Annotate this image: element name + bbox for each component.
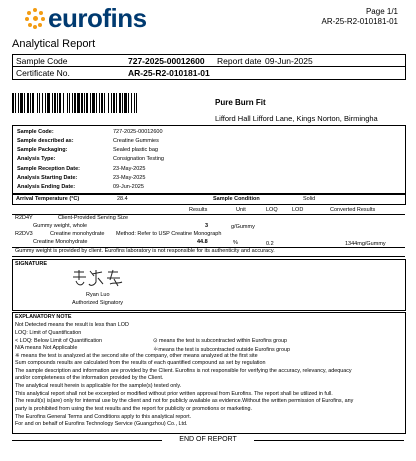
report-date-label: Report date xyxy=(217,56,262,66)
note-line: ＊means the test is subcontracted outside Eurofins group xyxy=(153,347,290,353)
test-description: Creatine monohydrate xyxy=(50,231,105,237)
page-number: Page 1/1 xyxy=(365,7,398,16)
test-method: Method: Refer to USP Creatine Monograph xyxy=(116,231,222,237)
sample-info-box xyxy=(12,125,406,194)
report-date-value: 09-Jun-2025 xyxy=(265,56,313,66)
test-description: Client-Provided Serving Size xyxy=(58,215,129,221)
converted-result: 1344mg/Gummy xyxy=(345,241,386,247)
note-line: ※ means the test is analyzed at the second site of the company, other means analyzed at the first site xyxy=(15,353,258,359)
logo-mark xyxy=(25,8,45,28)
result-unit: g/Gummy xyxy=(231,224,255,230)
test-item: Creatine Monohydrate xyxy=(33,239,88,245)
test-code: R2DV3 xyxy=(15,231,33,237)
sample-value: 23-May-2025 xyxy=(113,166,146,172)
col-lod: LOD xyxy=(292,207,304,213)
sample-value: 09-Jun-2025 xyxy=(113,184,144,190)
divider xyxy=(12,256,405,257)
arrival-temp-label: Arrival Temperature (°C) xyxy=(16,196,80,202)
certificate-label: Certificate No. xyxy=(16,68,70,78)
results-note: Gummy weight is provided by client. Eurofins laboratory is not responsible for its authenticity and accuracy. xyxy=(15,248,275,254)
handwritten-signature xyxy=(70,268,130,290)
note-line: N/A means Not Applicable xyxy=(15,345,78,351)
end-rule-right xyxy=(254,440,404,441)
client-address: Lifford Hall Lifford Lane, Kings Norton, Birmingha xyxy=(215,114,378,123)
note-line: For and on behalf of Eurofins Technology Service (Guangzhou) Co., Ltd. xyxy=(15,421,188,427)
note-line: This analytical report shall not be excerpted or modified without prior written approval from Eurofins. The report shall be utilized in full. xyxy=(15,391,333,397)
logo-text: eurofins xyxy=(48,3,147,33)
signatory-name: Ryan Luo xyxy=(86,292,110,298)
signatory-role: Authorized Signatory xyxy=(72,300,124,306)
sample-value: 23-May-2025 xyxy=(113,175,146,181)
sample-code-value: 727-2025-00012600 xyxy=(128,56,205,66)
document-id: AR-25-R2-010181-01 xyxy=(321,17,398,26)
note-line: ⊙ means the test is subcontracted within Eurofins group xyxy=(153,338,287,344)
test-item: Gummy weight, whole xyxy=(33,223,88,229)
col-unit: Unit xyxy=(236,207,246,213)
sample-label: Analysis Starting Date: xyxy=(17,175,78,181)
result-value: 44.8 xyxy=(197,239,208,245)
note-line: Sum compounds results are calculated from the results of each quantified compound as set by regulation xyxy=(15,360,266,366)
note-line: and/or completeness of the information provided by the Client. xyxy=(15,375,164,381)
sample-value: Consignation Testing xyxy=(113,156,164,162)
note-line: party is prohibited from using the test results and the report for publicity or promotions or marketing. xyxy=(15,406,252,412)
sample-condition-label: Sample Condition xyxy=(213,196,260,202)
end-of-report: END OF REPORT xyxy=(179,436,237,443)
sample-label: Sample Code: xyxy=(17,129,54,135)
note-line: LOQ: Limit of Quantification xyxy=(15,330,82,336)
sample-label: Sample described as: xyxy=(17,138,74,144)
explanatory-title: EXPLANATORY NOTE xyxy=(15,314,72,320)
col-loq: LOQ xyxy=(266,207,278,213)
signature-title: SIGNATURE xyxy=(15,261,47,267)
barcode xyxy=(12,93,199,113)
note-line: The sample description and information are provided by the Client. Eurofins is not responsible for verifying the accuracy, relevancy, adequacy xyxy=(15,368,352,374)
col-converted: Converted Results xyxy=(330,207,376,213)
note-line: The result(s) is(are) only for internal use by the client and not for publicly available as evidence.Without the written permission of Eurofins, any xyxy=(15,398,354,404)
report-header-box xyxy=(12,54,406,80)
arrival-temp-value: 28.4 xyxy=(117,196,128,202)
result-value: 3 xyxy=(205,223,209,229)
client-product: Pure Burn Fit xyxy=(215,98,266,107)
sample-label: Analysis Ending Date: xyxy=(17,184,76,190)
sample-value: Creatine Gummies xyxy=(113,138,159,144)
note-line: < LOQ: Below Limit of Quantification xyxy=(15,338,103,344)
sample-value: Sealed plastic bag xyxy=(113,147,158,153)
arrival-row xyxy=(12,194,406,205)
test-code: R2D4Y xyxy=(15,215,33,221)
note-line: The Eurofins General Terms and Conditions apply to this analytical report. xyxy=(15,414,192,420)
report-title: Analytical Report xyxy=(12,38,96,50)
result-loq: 0.2 xyxy=(266,241,274,247)
note-line: The analytical result herein is applicable for the sample(s) tested only. xyxy=(15,383,182,389)
note-line: Not Detected means the result is less than LOD xyxy=(15,322,129,328)
certificate-value: AR-25-R2-010181-01 xyxy=(128,68,210,78)
sample-value: 727-2025-00012600 xyxy=(113,129,163,135)
sample-label: Sample Packaging: xyxy=(17,147,68,153)
sample-code-label: Sample Code xyxy=(16,56,68,66)
sample-condition-value: Solid xyxy=(303,196,316,202)
sample-label: Analysis Type: xyxy=(17,156,56,162)
sample-label: Sample Reception Date: xyxy=(17,166,80,172)
result-unit: % xyxy=(233,240,238,246)
col-results: Results xyxy=(189,207,208,213)
page-info xyxy=(322,7,399,27)
